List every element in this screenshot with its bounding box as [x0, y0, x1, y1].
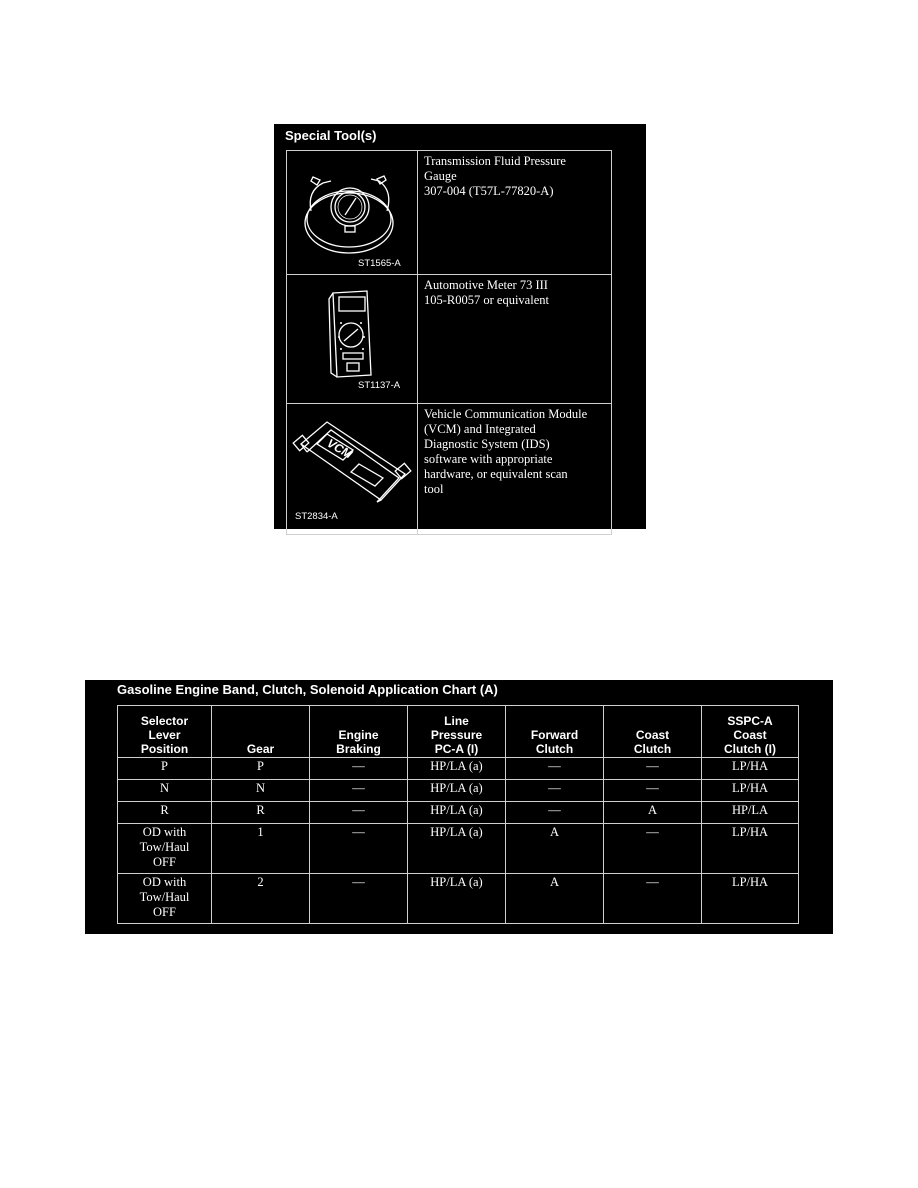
- tool-code: ST2834-A: [295, 511, 338, 522]
- table-row: [118, 780, 799, 802]
- table-cell: LP/HA: [702, 824, 799, 874]
- header-line-pressure: Line Pressure PC-A (I): [408, 706, 506, 758]
- tool-description: Vehicle Communication Module (VCM) and Integrated Diagnostic System (IDS) software with appropriate hardware, or equivalent scan tool: [418, 404, 612, 535]
- table-row: [118, 824, 799, 874]
- table-row: [118, 758, 799, 780]
- table-cell: —: [310, 758, 408, 780]
- table-cell: —: [604, 824, 702, 874]
- tool-description: Automotive Meter 73 III 105-R0057 or equivalent: [418, 275, 612, 404]
- table-cell: —: [506, 802, 604, 824]
- header-gear: Gear: [212, 706, 310, 758]
- table-cell: —: [506, 758, 604, 780]
- table-cell: HP/LA (a): [408, 780, 506, 802]
- table-cell: 2: [212, 874, 310, 924]
- table-cell: A: [604, 802, 702, 824]
- table-cell: OD with Tow/Haul OFF: [118, 824, 212, 874]
- multimeter-illustration: [287, 275, 418, 404]
- pressure-gauge-icon: [287, 151, 417, 274]
- table-cell: N: [212, 780, 310, 802]
- table-cell: A: [506, 824, 604, 874]
- table-row: [118, 802, 799, 824]
- table-cell: —: [604, 758, 702, 780]
- table-cell: LP/HA: [702, 874, 799, 924]
- special-tools-box: [274, 124, 646, 529]
- multimeter-icon: [287, 275, 417, 397]
- header-forward-clutch: Forward Clutch: [506, 706, 604, 758]
- header-engine-braking: Engine Braking: [310, 706, 408, 758]
- application-chart-table: [117, 705, 799, 924]
- tool-row: [287, 151, 612, 275]
- tool-code: ST1137-A: [358, 380, 401, 391]
- vcm-module-illustration: [287, 404, 418, 535]
- svg-text:VCM: VCM: [324, 435, 355, 462]
- table-cell: R: [212, 802, 310, 824]
- header-selector-lever-position: Selector Lever Position: [118, 706, 212, 758]
- application-chart-title: Gasoline Engine Band, Clutch, Solenoid Application Chart (A): [117, 682, 498, 697]
- table-cell: 1: [212, 824, 310, 874]
- table-cell: A: [506, 874, 604, 924]
- table-cell: HP/LA (a): [408, 824, 506, 874]
- table-cell: HP/LA (a): [408, 758, 506, 780]
- special-tools-table: [286, 150, 612, 535]
- vcm-module-icon: [287, 404, 417, 528]
- table-cell: HP/LA: [702, 802, 799, 824]
- table-cell: —: [310, 824, 408, 874]
- table-cell: HP/LA (a): [408, 874, 506, 924]
- pressure-gauge-illustration: [287, 151, 418, 275]
- tool-description: Transmission Fluid Pressure Gauge 307-004 (T57L-77820-A): [418, 151, 612, 275]
- table-cell: —: [310, 874, 408, 924]
- table-cell: —: [604, 780, 702, 802]
- table-cell: P: [118, 758, 212, 780]
- table-header-row: [118, 706, 799, 758]
- tool-row: [287, 404, 612, 535]
- table-cell: —: [604, 874, 702, 924]
- application-chart-box: [85, 680, 833, 934]
- tool-row: [287, 275, 612, 404]
- tool-code: ST1565-A: [358, 258, 401, 269]
- table-cell: P: [212, 758, 310, 780]
- header-coast-clutch: Coast Clutch: [604, 706, 702, 758]
- table-row: [118, 874, 799, 924]
- table-cell: LP/HA: [702, 780, 799, 802]
- table-cell: N: [118, 780, 212, 802]
- table-cell: —: [310, 780, 408, 802]
- header-sspc-a-coast-clutch: SSPC-A Coast Clutch (I): [702, 706, 799, 758]
- table-cell: OD with Tow/Haul OFF: [118, 874, 212, 924]
- table-cell: R: [118, 802, 212, 824]
- table-cell: —: [310, 802, 408, 824]
- table-cell: LP/HA: [702, 758, 799, 780]
- table-cell: —: [506, 780, 604, 802]
- special-tools-title: Special Tool(s): [285, 128, 377, 143]
- table-cell: HP/LA (a): [408, 802, 506, 824]
